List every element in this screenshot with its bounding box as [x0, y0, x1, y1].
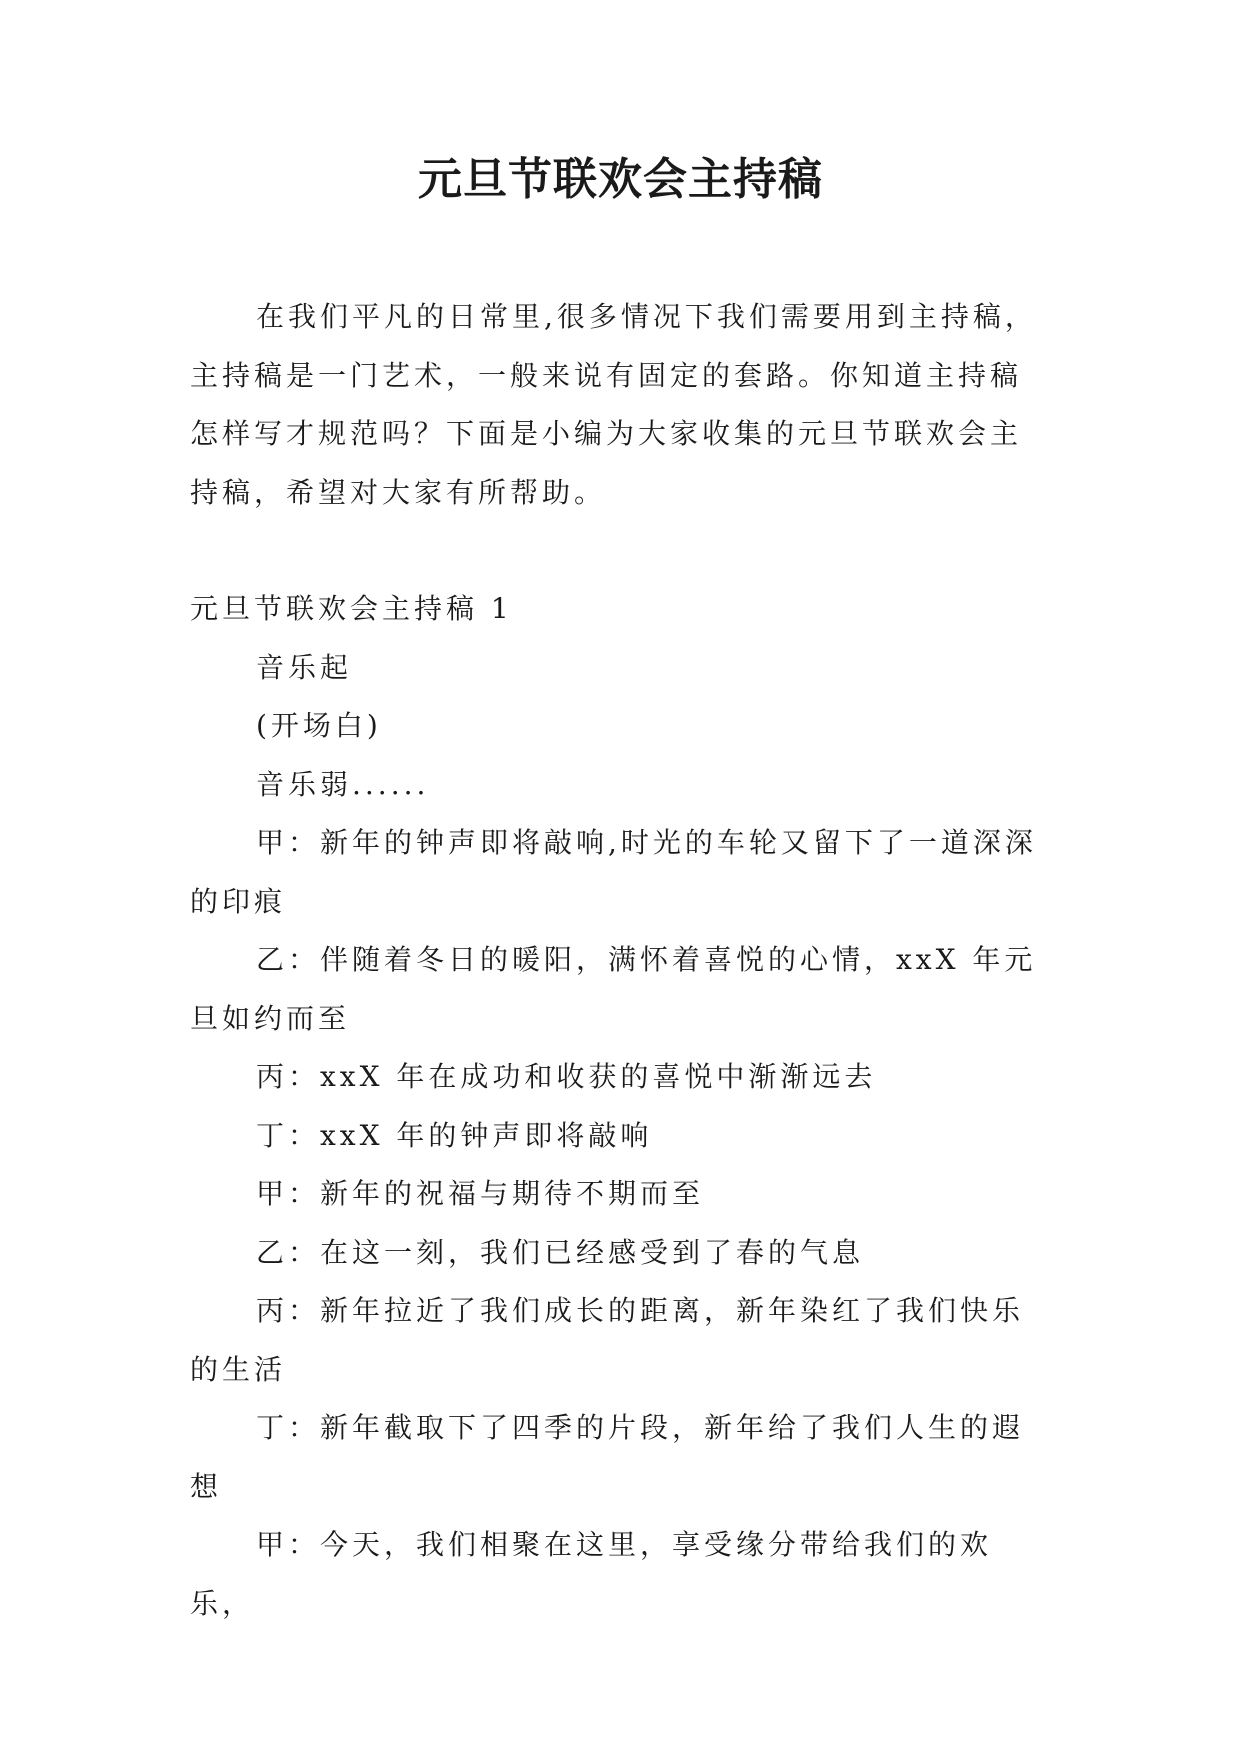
- script-line: 音乐弱......: [256, 767, 430, 801]
- intro-paragraph: 在我们平凡的日常里,很多情况下我们需要用到主持稿，主持稿是一门艺术，一般来说有固定的套路。你知道主持稿怎样写才规范吗？下面是小编为大家收集的元旦节联欢会主持稿，希望对大家有所帮助。: [190, 300, 1037, 509]
- document-body: [190, 288, 1050, 1633]
- script-line: 乙：伴随着冬日的暖阳，满怀着喜悦的心情，xxX 年元旦如约而至: [190, 943, 1037, 1035]
- script-line: 甲：今天，我们相聚在这里，享受缘分带给我们的欢乐，: [190, 1528, 993, 1620]
- script-line: 丙：新年拉近了我们成长的距离，新年染红了我们快乐的生活: [190, 1294, 1025, 1386]
- script-line: 丁：新年截取下了四季的片段，新年给了我们人生的遐想: [190, 1411, 1025, 1503]
- script-line: 甲：新年的钟声即将敲响,时光的车轮又留下了一道深深的印痕: [190, 826, 1037, 918]
- script-line: (开场白): [256, 709, 382, 742]
- script-line: 甲：新年的祝福与期待不期而至: [256, 1177, 705, 1210]
- script-line: 音乐起: [256, 650, 353, 684]
- document-title: 元旦节联欢会主持稿: [418, 154, 823, 205]
- script-line: 丁：xxX 年的钟声即将敲响: [256, 1118, 653, 1152]
- script-line: 丙：xxX 年在成功和收获的喜悦中渐渐远去: [256, 1060, 877, 1093]
- section-title: 元旦节联欢会主持稿 1: [190, 592, 513, 625]
- script-line: 乙：在这一刻，我们已经感受到了春的气息: [256, 1235, 865, 1269]
